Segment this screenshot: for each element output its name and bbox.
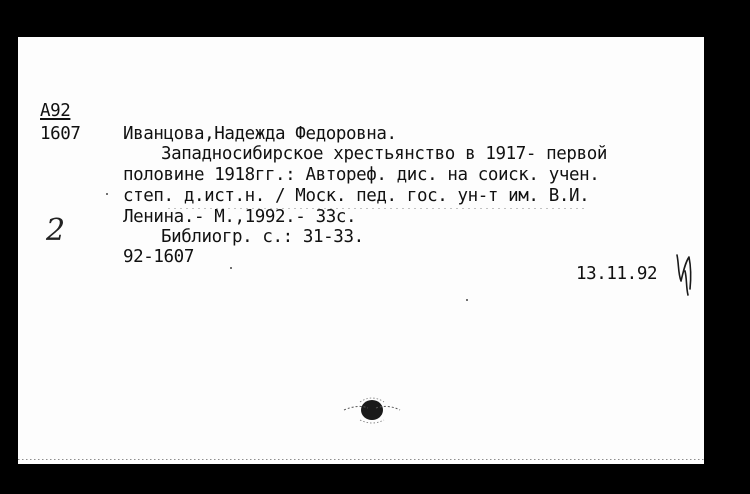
title-line-4: Ленина.- М.,1992.- 33с. (123, 207, 357, 227)
record-code: 1607 (40, 124, 81, 144)
author-name: Иванцова,Надежда Федоровна. (123, 124, 397, 144)
handwritten-initials-icon (673, 251, 695, 297)
bibliography-note: Библиогр. с.: 31-33. (161, 227, 364, 247)
stamp-blot-icon (340, 392, 404, 428)
faint-dotted-line (168, 208, 588, 209)
shelf-mark: А92 (40, 101, 71, 121)
title-line-3: степ. д.ист.н. / Моск. пед. гос. ун-т им. В.И. (123, 186, 590, 206)
record-number: 92-1607 (123, 247, 194, 267)
catalog-card (18, 37, 704, 464)
ink-speck (230, 267, 232, 269)
title-line-1: Западносибирское хрестьянство в 1917- первой (161, 144, 607, 164)
catalog-date: 13.11.92 (576, 264, 658, 284)
title-line-2: половине 1918гг.: Автореф. дис. на соиск. учен. (123, 165, 600, 185)
handwritten-mark: 2 (46, 213, 66, 248)
ink-speck (466, 299, 468, 301)
bottom-dotted-edge (18, 459, 704, 461)
ink-speck (106, 193, 108, 195)
